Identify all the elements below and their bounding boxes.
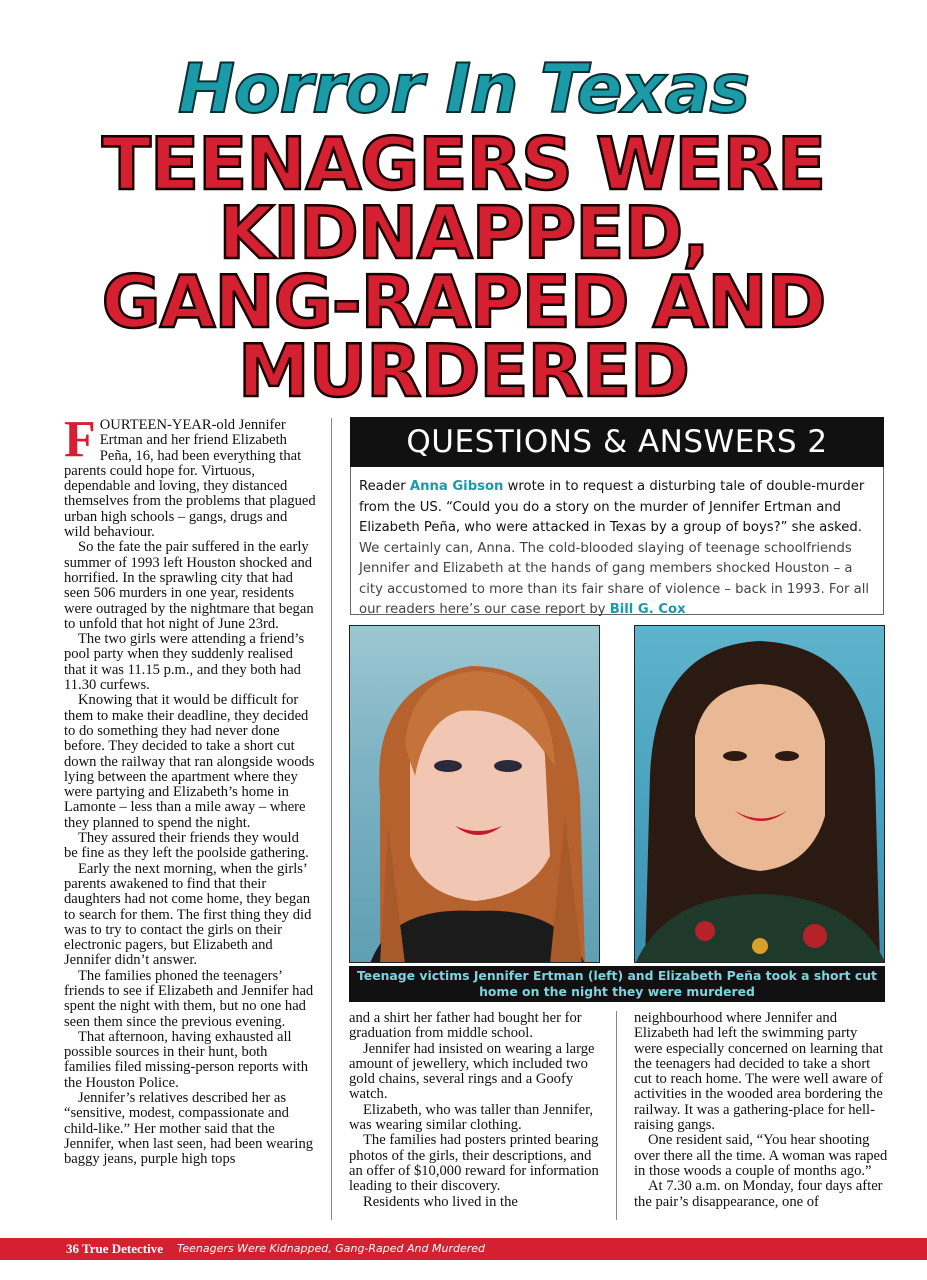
article-paragraph: Residents who lived in the bbox=[363, 1193, 518, 1210]
qa-banner: QUESTIONS & ANSWERS 2 bbox=[350, 417, 884, 467]
qa-intro-text: Reader Anna Gibson wrote in to request a disturbing tale of double-murder from the US. “Could you do a story on the murder of Jennifer Ertman and Elizabeth Peña, who were attacked in Texas by a group of boys?” she asked. bbox=[359, 479, 865, 535]
qa-reply-text: We certainly can, Anna. The cold-blooded slaying of teenage schoolfriends Jennifer and Elizabeth at the hands of gang members shocked Houston – a city accustomed to more than its fair share of violence – back in 1993. For all our readers here’s our case report by Bill G. Cox bbox=[359, 540, 870, 617]
article-paragraph: The families phoned the teenagers’ friends to see if Elizabeth and Jennifer had spent the night with them, but no one had seen them since the previous evening. bbox=[64, 967, 314, 1030]
column-divider bbox=[331, 418, 332, 1220]
headline-line: TEENAGERS WERE bbox=[101, 122, 826, 206]
article-paragraph: Jennifer’s relatives described her as “sensitive, modest, compassionate and child-like.” Her mother said that the Jennifer, when last seen, had been wearing baggy jeans, purple high tops bbox=[64, 1090, 314, 1168]
photo-elizabeth-pena bbox=[634, 625, 885, 963]
footer-title: Teenagers Were Kidnapped, Gang-Raped And Murdered bbox=[177, 1242, 485, 1255]
article-column-1 bbox=[64, 411, 316, 1168]
article-paragraph: The two girls were attending a friend’s pool party when they suddenly realised that it was 11.15 p.m., and they both had 11.30 curfews. bbox=[64, 631, 305, 694]
drop-cap: F bbox=[64, 411, 96, 468]
article-column-2 bbox=[349, 1011, 603, 1210]
article-paragraph: FOURTEEN-YEAR-old Jennifer Ertman and her friend Elizabeth Peña, 16, had been everything that parents could hope for. Virtuous, dependable and loving, they distanced themselves from the problems that plagued urban high schools – gangs, drugs and wild behaviour. bbox=[64, 411, 316, 541]
article-paragraph: The families had posters printed bearing photos of the girls, their descriptions, and an offer of $10,000 reward for information leading to their discovery. bbox=[349, 1132, 599, 1195]
reader-name: Anna Gibson bbox=[409, 479, 504, 494]
article-paragraph: So the fate the pair suffered in the early summer of 1993 left Houston shocked and horrified. In the sprawling city that had seen 506 murders in one year, residents were outraged by the nightmare that began to unfold that hot night of June 23rd. bbox=[64, 539, 314, 632]
photo-jennifer-ertman bbox=[349, 625, 600, 963]
author-name: Bill G. Cox bbox=[609, 602, 686, 617]
headline-line: KIDNAPPED, bbox=[218, 191, 709, 275]
article-paragraph: One resident said, “You hear shooting over there all the time. A woman was raped in those woods a couple of months ago.” bbox=[634, 1132, 888, 1179]
article-paragraph: Early the next morning, when the girls’ parents awakened to find that their daughters had not come home, they began to search for them. The first thing they did was to try to contact the girls on their electronic pagers, but Elizabeth and Jennifer didn’t answer. bbox=[64, 860, 312, 969]
qa-intro-box bbox=[350, 467, 884, 615]
article-paragraph: Knowing that it would be difficult for them to make their deadline, they decided to do something they had never done before. They decided to take a short cut down the railway that ran alongside woods lying between the apartment where they were partying and Elizabeth’s home in Lamonte – less than a mile away – where they planned to spend the night. bbox=[64, 692, 315, 831]
article-paragraph: That afternoon, having exhausted all possible sources in their hunt, both families filed missing-person reports with the Houston Police. bbox=[64, 1028, 308, 1091]
article-column-3 bbox=[634, 1011, 888, 1210]
photo-caption bbox=[349, 966, 885, 1002]
article-paragraph: and a shirt her father had bought her for graduation from middle school. bbox=[349, 1010, 582, 1042]
caption-line: Teenage victims Jennifer Ertman (left) and Elizabeth Peña took a short cut bbox=[357, 968, 877, 983]
headline bbox=[0, 122, 927, 413]
article-paragraph: At 7.30 a.m. on Monday, four days after the pair’s disappearance, one of bbox=[634, 1178, 883, 1210]
article-paragraph: neighbourhood where Jennifer and Elizabeth had left the swimming party were especially concerned on learning that the teenagers had decided to take a short cut to reach home. The were well aware of activities in the wooded area bordering the railway. It was a gathering-place for hell-raising gangs. bbox=[634, 1010, 884, 1134]
headline-line: MURDERED bbox=[238, 329, 689, 413]
article-paragraph: They assured their friends they would be fine as they left the poolside gathering. bbox=[64, 830, 309, 862]
column-divider bbox=[616, 1011, 617, 1220]
article-paragraph: Jennifer had insisted on wearing a large amount of jewellery, which included two gold chains, several rings and a Goofy watch. bbox=[349, 1040, 595, 1103]
page-number: 36 True Detective bbox=[66, 1241, 163, 1256]
kicker-title: Horror In Texas bbox=[178, 50, 749, 129]
caption-line: home on the night they were murdered bbox=[479, 984, 755, 999]
headline-line: GANG-RAPED AND bbox=[101, 260, 826, 344]
page-footer bbox=[0, 1238, 927, 1260]
article-paragraph: Elizabeth, who was taller than Jennifer, was wearing similar clothing. bbox=[349, 1101, 593, 1134]
